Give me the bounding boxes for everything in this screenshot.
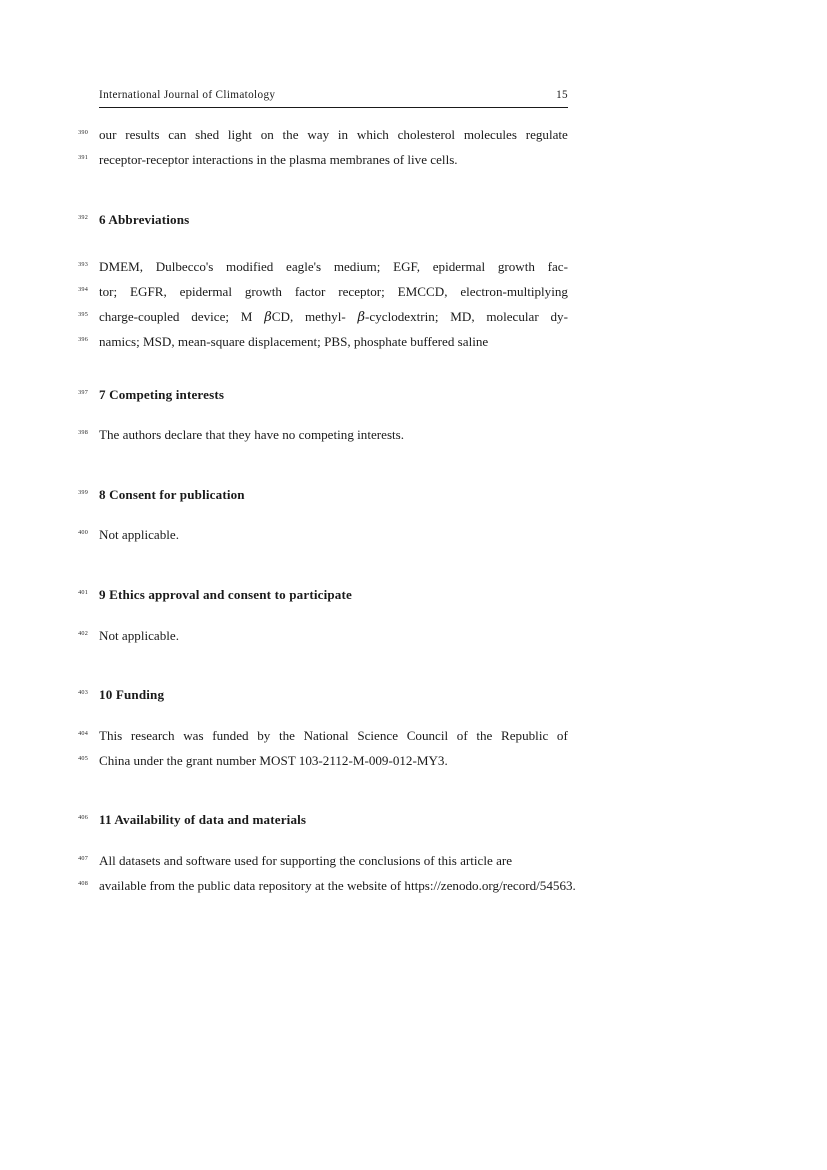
text-line: [0, 148, 827, 173]
word: National: [303, 728, 349, 743]
line-number: 397: [78, 389, 88, 396]
word: device;: [191, 309, 230, 324]
word: factor: [294, 284, 326, 299]
word: which: [356, 127, 389, 142]
word: in: [337, 127, 349, 142]
word: light: [227, 127, 252, 142]
section-heading-line: [0, 483, 827, 508]
word: Dulbecco's: [155, 259, 214, 274]
word: methyl-: [304, 309, 346, 324]
text-line: [0, 305, 827, 330]
word: βCD,: [264, 309, 294, 325]
line-number: 392: [78, 214, 88, 221]
line-number: 396: [78, 336, 88, 343]
word: was: [183, 728, 204, 743]
body-text: available from the public data repository at the website of https://zenodo.org/record/54563.: [99, 878, 576, 893]
word: This: [99, 728, 123, 743]
word: can: [168, 127, 187, 142]
section-heading: 10 Funding: [99, 687, 165, 702]
word: the: [278, 728, 295, 743]
body-text: Not applicable.: [99, 527, 179, 542]
section-heading-line: [0, 383, 827, 408]
line-number: 394: [78, 286, 88, 293]
body-text: [99, 255, 568, 280]
word: M: [240, 309, 253, 324]
body-text: namics; MSD, mean-square displacement; PBS, phosphate buffered saline: [99, 334, 489, 349]
greek-beta-glyph: β: [264, 310, 272, 325]
line-number: 406: [78, 814, 88, 821]
word: molecular: [486, 309, 539, 324]
word: the: [476, 728, 493, 743]
word: Council: [406, 728, 449, 743]
body-text: Not applicable.: [99, 628, 179, 643]
line-number: 404: [78, 730, 88, 737]
line-number: 400: [78, 529, 88, 536]
section-heading: 8 Consent for publication: [99, 487, 245, 502]
word: dy-: [550, 309, 568, 324]
text-line: [0, 330, 827, 355]
word: our: [99, 127, 117, 142]
body-text: [99, 280, 568, 305]
line-number: 405: [78, 755, 88, 762]
word: fac-: [547, 259, 568, 274]
word: EGF,: [393, 259, 421, 274]
line-number: 402: [78, 630, 88, 637]
line-number: 408: [78, 880, 88, 887]
line-number: 403: [78, 689, 88, 696]
section-heading-line: [0, 583, 827, 608]
line-number: 401: [78, 589, 88, 596]
word: regulate: [525, 127, 568, 142]
word: shed: [195, 127, 220, 142]
word: cholesterol: [397, 127, 456, 142]
word: the: [282, 127, 299, 142]
word: Science: [357, 728, 399, 743]
line-number: 407: [78, 855, 88, 862]
word: eagle's: [286, 259, 322, 274]
greek-beta-glyph: β: [357, 310, 366, 325]
line-number: 393: [78, 261, 88, 268]
word: growth: [244, 284, 282, 299]
word: receptor;: [338, 284, 385, 299]
word: β-cyclodextrin;: [357, 309, 439, 325]
journal-title: International Journal of Climatology: [99, 89, 276, 101]
text-line: [0, 874, 827, 899]
text-line: [0, 423, 827, 448]
word: medium;: [333, 259, 381, 274]
word: tor;: [99, 284, 118, 299]
body-text: All datasets and software used for supporting the conclusions of this article are: [99, 853, 513, 868]
text-line: [0, 749, 827, 774]
line-number: 399: [78, 489, 88, 496]
word: electron-multiplying: [460, 284, 568, 299]
text-line: [0, 724, 827, 749]
word: charge-coupled: [99, 309, 180, 324]
word: MD,: [450, 309, 475, 324]
page-number: 15: [556, 89, 568, 101]
section-heading-line: [0, 683, 827, 708]
line-number: 395: [78, 311, 88, 318]
word: by: [257, 728, 271, 743]
line-number: 398: [78, 429, 88, 436]
word: modified: [226, 259, 274, 274]
text-line: [0, 523, 827, 548]
word: epidermal: [432, 259, 486, 274]
body-text: [99, 305, 568, 331]
body-text: [99, 724, 568, 749]
body-text: [99, 123, 568, 148]
word: of: [456, 728, 468, 743]
line-number: 390: [78, 129, 88, 136]
text-line: [0, 849, 827, 874]
section-heading: 9 Ethics approval and consent to participate: [99, 587, 352, 602]
text-line: [0, 624, 827, 649]
body-text: The authors declare that they have no competing interests.: [99, 427, 405, 442]
line-number: 391: [78, 154, 88, 161]
word: EMCCD,: [397, 284, 448, 299]
word: DMEM,: [99, 259, 144, 274]
word: Republic: [501, 728, 549, 743]
word: funded: [212, 728, 249, 743]
text-line: [0, 255, 827, 280]
word: growth: [497, 259, 535, 274]
word: way: [307, 127, 330, 142]
section-heading-line: [0, 808, 827, 833]
word: research: [130, 728, 175, 743]
word: EGFR,: [130, 284, 167, 299]
text-line: [0, 280, 827, 305]
section-heading: 6 Abbreviations: [99, 212, 190, 227]
section-heading: 7 Competing interests: [99, 387, 225, 402]
running-header: [99, 89, 568, 101]
body-text: receptor-receptor interactions in the plasma membranes of live cells.: [99, 152, 458, 167]
text-line: [0, 123, 827, 148]
word: results: [125, 127, 160, 142]
word: of: [556, 728, 568, 743]
section-heading: 11 Availability of data and materials: [99, 812, 307, 827]
body-text: China under the grant number MOST 103-2112-M-009-012-MY3.: [99, 753, 448, 768]
word: molecules: [463, 127, 517, 142]
header-rule: [99, 107, 568, 108]
word: epidermal: [179, 284, 233, 299]
section-heading-line: [0, 208, 827, 233]
word: on: [260, 127, 274, 142]
